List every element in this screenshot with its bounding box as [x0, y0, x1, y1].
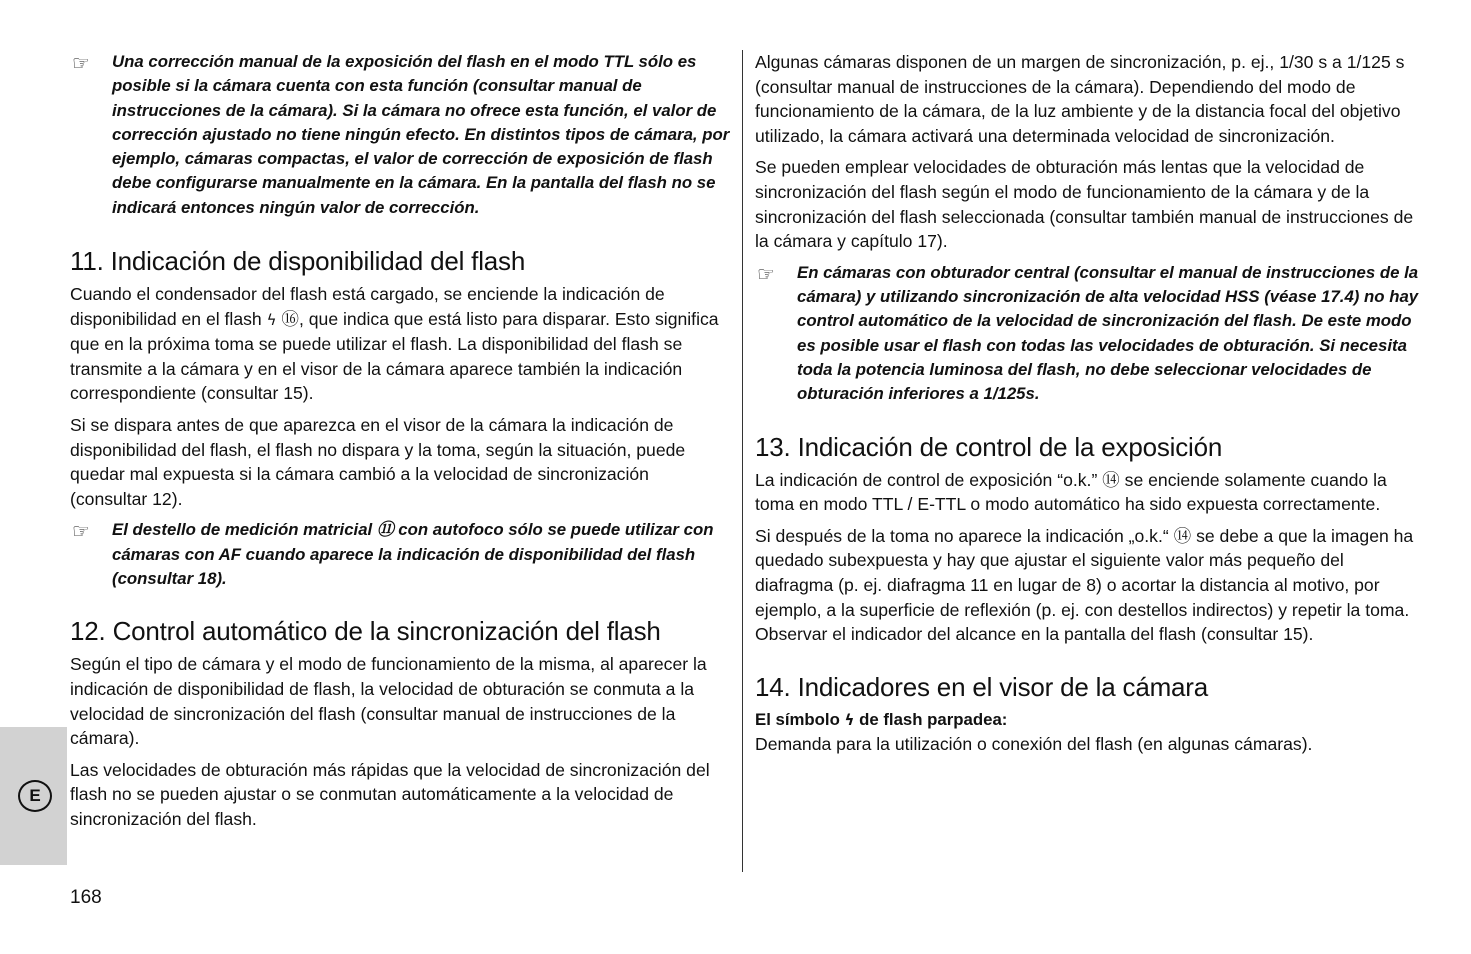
section-11-heading: 11. Indicación de disponibilidad del flash — [70, 246, 526, 277]
section-13-heading: 13. Indicación de control de la exposición — [755, 431, 1223, 462]
note-ttl-correction — [70, 50, 730, 220]
section-12-heading: 12. Control automático de la sincronización del flash — [70, 616, 661, 647]
note-text: El destello de medición matricial ⑪ con autofoco sólo se puede utilizar con cámaras con AF cuando aparece la indicación de disponibilidad del flash (consultar 18). — [112, 520, 714, 589]
section-14-paragraph-1: Demanda para la utilización o conexión del flash (en algunas cámaras). — [755, 733, 1313, 754]
note-text: Una corrección manual de la exposición del flash en el modo TTL sólo es posible si la cámara cuenta con esta función (consultar manual de instrucciones de la cámara). Si la cámara no ofrece esta función, el valor de corrección ajustado no tiene ningún efecto. En distintos tipos de cámara, por ejemplo, cámaras compactas, el valor de corrección de exposición de flash debe configurarse manualmente en la cámara. En la pantalla del flash no se indicará entonces ningún valor de corrección. — [112, 52, 730, 217]
flash-symbol-icon: ϟ — [266, 310, 277, 329]
pointing-hand-icon: ☞ — [72, 51, 90, 75]
language-badge: E — [18, 780, 52, 812]
section-12-paragraph-3: Algunas cámaras disponen de un margen de sincronización, p. ej., 1/30 s a 1/125 s (consultar manual de instrucciones de la cámara). Dependiendo del modo de funcionamiento de la cámara, de la luz ambiente y de la distancia focal del objetivo utilizado, la cámara activará una determinada velocidad de sincronización. — [755, 52, 1405, 146]
section-11-paragraph-2: Si se dispara antes de que aparezca en el visor de la cámara la indicación de disponibilidad del flash, el flash no dispara y la toma, según la situación, puede quedar mal expuesta si la cámara cambió a la velocidad de sincronización (consultar 12). — [70, 415, 686, 509]
page-number: 168 — [70, 887, 102, 908]
section-12-paragraph-1: Según el tipo de cámara y el modo de funcionamiento de la misma, al aparecer la indicación de disponibilidad de flash, la velocidad de obturación se conmuta a la velocidad de sincronización del flash (consultar manual de instrucciones de la cámara). — [70, 654, 707, 749]
section-13-paragraph-1: La indicación de control de exposición “o.k.” ⑭ se enciende solamente cuando la toma en modo TTL / E-TTL o modo automático ha sido expuesta correctamente. — [755, 469, 1387, 515]
section-11-paragraph-1: Cuando el condensador del flash está cargado, se enciende la indicación de disponibilidad en el flash ϟ ⑯, que indica que está listo para disparar. Esto significa que en la próxima toma se puede utilizar el flash. La disponibilidad del flash se transmite a la cámara y en el visor de la cámara aparece también la indicación correspondiente (consultar 15). — [70, 284, 719, 404]
right-column — [755, 50, 1420, 763]
section-12-paragraph-2: Las velocidades de obturación más rápidas que la velocidad de sincronización del flash no se pueden ajustar o se conmutan automáticamente a la velocidad de sincronización del flash. — [70, 759, 710, 829]
note-central-shutter — [755, 261, 1420, 407]
pointing-hand-icon: ☞ — [757, 261, 775, 286]
section-14-subheading: El símbolo ϟ de flash parpadea: — [755, 709, 1008, 729]
left-column — [70, 50, 730, 838]
note-matrix-flash — [70, 518, 730, 591]
section-14-heading: 14. Indicadores en el visor de la cámara — [755, 671, 1209, 702]
note-text: En cámaras con obturador central (consultar el manual de instrucciones de la cámara) y utilizando sincronización de alta velocidad HSS (véase 17.4) no hay control automático de la velocidad de sincronización del flash. De este modo es posible usar el flash con todas las velocidades de obturación. Si necesita toda la potencia luminosa del flash, no debe seleccionar velocidades de obturación inferiores a 1/125s. — [797, 262, 1419, 404]
section-13-paragraph-2: Si después de la toma no aparece la indicación „o.k.“ ⑭ se debe a que la imagen ha quedado subexpuesta y hay que ajustar el siguiente valor más pequeño del diafragma (p. ej. diafragma 11 en lugar de 8) o acortar la distancia al motivo, por ejemplo, a la superficie de reflexión (p. ej. con destellos indirectos) y repetir la toma. Observar el indicador del alcance en la pantalla del flash (consultar 15). — [755, 525, 1414, 645]
language-tab — [0, 727, 67, 865]
pointing-hand-icon: ☞ — [72, 519, 90, 544]
flash-symbol-icon: ϟ — [844, 710, 855, 729]
section-12-paragraph-4: Se pueden emplear velocidades de obturación más lentas que la velocidad de sincronización del flash según el modo de funcionamiento de la cámara y de la sincronización del flash seleccionada (consultar también manual de instrucciones de la cámara y capítulo 17). — [755, 157, 1414, 252]
column-divider — [742, 50, 743, 872]
